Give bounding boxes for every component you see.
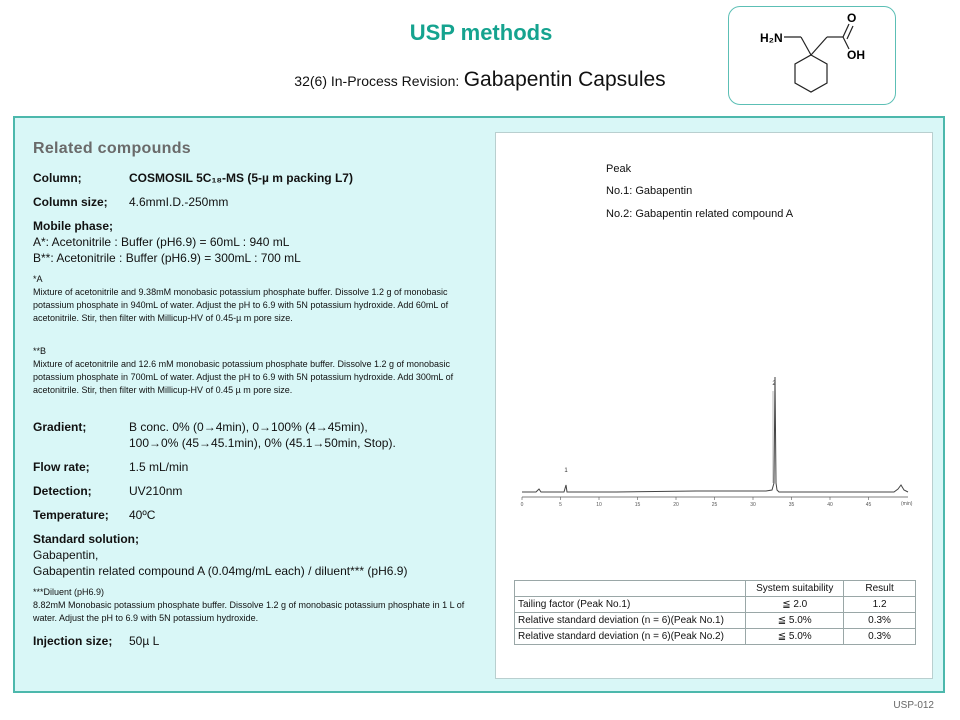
method-panel [13,116,945,693]
note-b-mark: **B [33,346,47,356]
row-spec: ≦ 2.0 [746,597,844,613]
mobile-phase-a: A*: Acetonitrile : Buffer (pH6.9) = 60mL : 940 mL [33,235,290,249]
x-tick-label: 25 [711,502,718,508]
mobile-phase-b: B**: Acetonitrile : Buffer (pH6.9) = 300mL : 700 mL [33,251,301,265]
diluent-text: 8.82mM Monobasic potassium phosphate buffer. Dissolve 1.2 g of monobasic potassium phosphate in 1 L of water. Adjust the pH to 6.9 with 5N potassium hydroxide. [33,600,465,623]
hydroxyl-label: OH [847,48,865,62]
system-suitability-table [514,580,916,645]
amine-label: H₂N [760,31,783,45]
table-header-cell: System suitability [746,581,844,597]
related-compounds-heading: Related compounds [33,140,192,157]
table-header-row [515,581,916,597]
subtitle-prefix: 32(6) In-Process Revision: [294,73,460,89]
carbonyl-o-label: O [847,11,857,25]
table-header-cell: Result [844,581,916,597]
column-size-label: Column size; [33,195,108,209]
note-b [33,345,473,397]
row-result: 0.3% [844,629,916,645]
column-value: COSMOSIL 5C₁₈-MS (5-µ m packing L7) [129,171,353,185]
row-name: Relative standard deviation (n = 6)(Peak No.2) [515,629,746,645]
chromatogram-panel [495,132,933,679]
temperature-value: 40ºC [129,508,156,522]
page-subtitle [200,68,760,92]
standard-solution-line-2: Gabapentin related compound A (0.04mg/mL each) / diluent*** (pH6.9) [33,564,408,578]
row-result: 1.2 [844,597,916,613]
x-tick-label: 45 [865,502,872,508]
note-b-text: Mixture of acetonitrile and 12.6 mM monobasic potassium phosphate buffer. Dissolve 1.2 g of monobasic potassium phosphate in 700mL of water. Adjust the pH to 6.9 with 5N potassium hydroxide. Add 300mL of acetonitrile. Stir, then filter with Millicup-HV of 0.45 µ m pore size. [33,359,454,395]
peak-2-label: 2 [772,381,776,387]
gradient-label: Gradient; [33,420,87,434]
column-label: Column; [33,171,82,185]
injection-size-label: Injection size; [33,634,113,648]
table-row [515,597,916,613]
gradient-line-1: B conc. 0% (0→4min), 0→100% (4→45min), [129,420,368,434]
peak-heading: Peak [606,163,632,175]
x-tick-label: 35 [788,502,795,508]
slide-code: USP-012 [893,700,934,711]
mobile-phase-label: Mobile phase; [33,219,114,233]
column-size-value: 4.6mmI.D.-250mm [129,195,229,209]
x-tick-label: 0 [520,502,524,508]
page-title: USP methods [409,20,553,45]
x-tick-label: 40 [827,502,833,508]
x-tick-label: 15 [634,502,641,508]
detection-label: Detection; [33,484,92,498]
peak-1-legend: No.1: Gabapentin [606,185,693,197]
flow-rate-label: Flow rate; [33,460,90,474]
x-axis-ticks [521,497,872,508]
bond-c-o-double [847,26,853,39]
x-tick-label: 10 [596,502,602,508]
bond-ch2-b [811,37,827,55]
x-tick-label: 30 [750,502,756,508]
gabapentin-structure [729,7,897,106]
detection-value: UV210nm [129,484,183,498]
note-a-mark: *A [33,274,43,284]
subtitle-main: Gabapentin Capsules [463,68,666,91]
standard-solution-line-1: Gabapentin, [33,548,99,562]
bond-ch2-a [801,37,811,55]
row-name: Tailing factor (Peak No.1) [515,597,746,613]
row-spec: ≦ 5.0% [746,629,844,645]
standard-solution-label: Standard solution; [33,532,139,546]
flow-rate-value: 1.5 mL/min [129,460,189,474]
row-result: 0.3% [844,613,916,629]
note-a [33,273,473,325]
row-spec: ≦ 5.0% [746,613,844,629]
diluent-note [33,586,473,625]
chromatogram-plot [496,133,934,533]
note-a-text: Mixture of acetonitrile and 9.38mM monobasic potassium phosphate buffer. Dissolve 1.2 g of monobasic potassium phosphate in 940mL of water. Adjust the pH to 6.9 with 5N potassium hydroxide. Add 60mL of acetonitrile. Stir, then filter with Millicup-HV of 0.45-µ m pore size. [33,287,449,323]
ring [795,55,827,92]
peak-1-label: 1 [564,468,568,474]
bond-c-o [843,24,849,37]
row-name: Relative standard deviation (n = 6)(Peak No.1) [515,613,746,629]
x-unit-label: (min) [901,501,913,507]
temperature-label: Temperature; [33,508,109,522]
structure-diagram [728,6,896,105]
chromatogram-trace [522,377,908,492]
diluent-mark: ***Diluent (pH6.9) [33,587,105,597]
table-row [515,629,916,645]
x-tick-label: 5 [559,502,562,508]
injection-size-value: 50µ L [129,634,160,648]
table-header-cell [515,581,746,597]
gradient-line-2: 100→0% (45→45.1min), 0% (45.1→50min, Stop). [129,436,396,450]
peak-2-legend: No.2: Gabapentin related compound A [606,208,794,220]
x-tick-label: 20 [673,502,679,508]
table-row [515,613,916,629]
